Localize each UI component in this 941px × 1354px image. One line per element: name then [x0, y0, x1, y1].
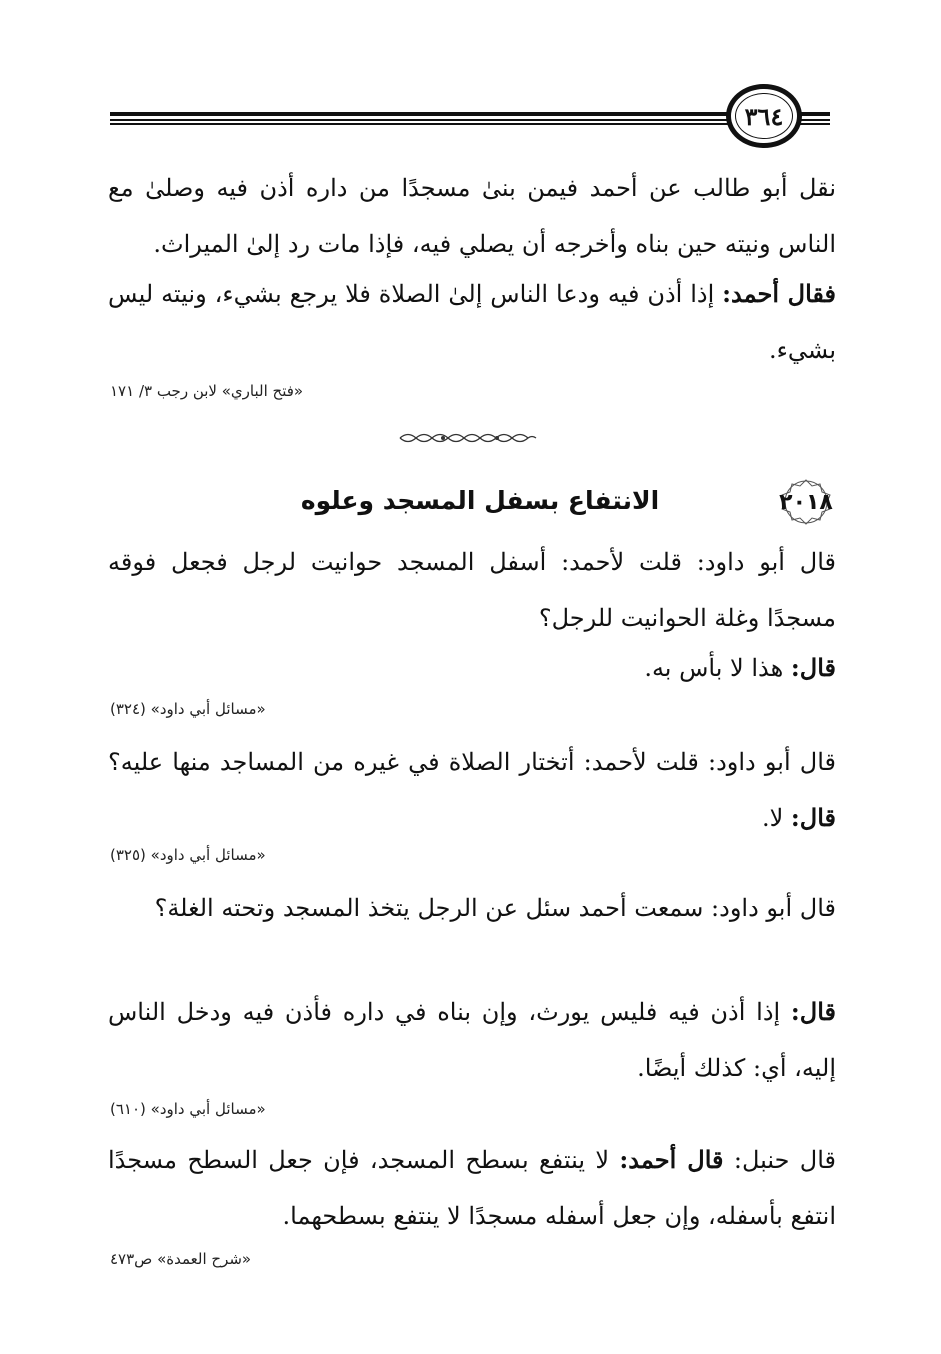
paragraph-text: قال أبو داود: قلت لأحمد: أتختار الصلاة في غيره من المساجد منها عليه؟: [108, 748, 836, 776]
speaker-label: فقال أحمد:: [722, 279, 836, 308]
header-rule-tail: [800, 112, 830, 126]
paragraph-2: [108, 266, 836, 378]
paragraph-5: [108, 734, 836, 846]
citation-4: «مسائل أبي داود» (٦١٠): [110, 1100, 266, 1118]
speaker-label: قال:: [790, 803, 836, 832]
paragraph-text: قال أبو داود: سمعت أحمد سئل عن الرجل يتخذ المسجد وتحته الغلة؟: [154, 894, 836, 922]
paragraph-6: [108, 880, 836, 936]
section-number-badge: [772, 478, 840, 526]
paragraph-3: [108, 534, 836, 646]
speaker-label: قال:: [790, 997, 836, 1026]
paragraph-text: إذا أذن فيه ودعا الناس إلىٰ الصلاة فلا يرجع بشيء، ونيته ليس بشيء.: [108, 280, 836, 364]
citation-3: «مسائل أبي داود» (٣٢٥): [110, 846, 266, 864]
page-number-badge: [726, 84, 802, 148]
paragraph-4: [108, 640, 836, 696]
citation-2: «مسائل أبي داود» (٣٢٤): [110, 700, 266, 718]
citation-1: «فتح الباري» لابن رجب ٣/ ١٧١: [110, 382, 304, 400]
paragraph-text: لا ينتفع بسطح المسجد، فإن جعل السطح مسجدًا انتفع بأسفله، وإن جعل أسفله مسجدًا لا ينتفع بسطحهما.: [108, 1146, 836, 1230]
paragraph-1: [108, 160, 836, 272]
paragraph-text: إذا أذن فيه فليس يورث، وإن بناه في داره فأذن فيه ودخل الناس إليه، أي: كذلك أيضًا.: [108, 998, 836, 1082]
section-number: ٢٠١٨: [779, 489, 833, 515]
speaker-label: قال:: [790, 653, 836, 682]
citation-5: «شرح العمدة» ص٤٧٣: [110, 1250, 252, 1268]
header-rule: [110, 112, 730, 126]
paragraph-8: [108, 1132, 836, 1244]
speaker-prefix: قال حنبل:: [723, 1146, 837, 1174]
paragraph-text: نقل أبو طالب عن أحمد فيمن بنىٰ مسجدًا من داره أذن فيه وصلىٰ مع الناس ونيته حين بناه وأخرجه أن يصلي فيه، فإذا مات رد إلىٰ الميراث.: [108, 174, 836, 258]
paragraph-7: [108, 984, 836, 1096]
ornament-divider: [395, 430, 545, 446]
paragraph-text: هذا لا بأس به.: [644, 654, 791, 682]
page-number: ٣٦٤: [744, 101, 784, 131]
paragraph-text: قال أبو داود: قلت لأحمد: أسفل المسجد حوانيت لرجل فجعل فوقه مسجدًا وغلة الحوانيت للرجل؟: [108, 548, 836, 632]
speaker-label: قال أحمد:: [619, 1145, 724, 1174]
section-title: الانتفاع بسفل المسجد وعلوه: [300, 486, 660, 515]
paragraph-text-tail: لا.: [761, 804, 791, 832]
